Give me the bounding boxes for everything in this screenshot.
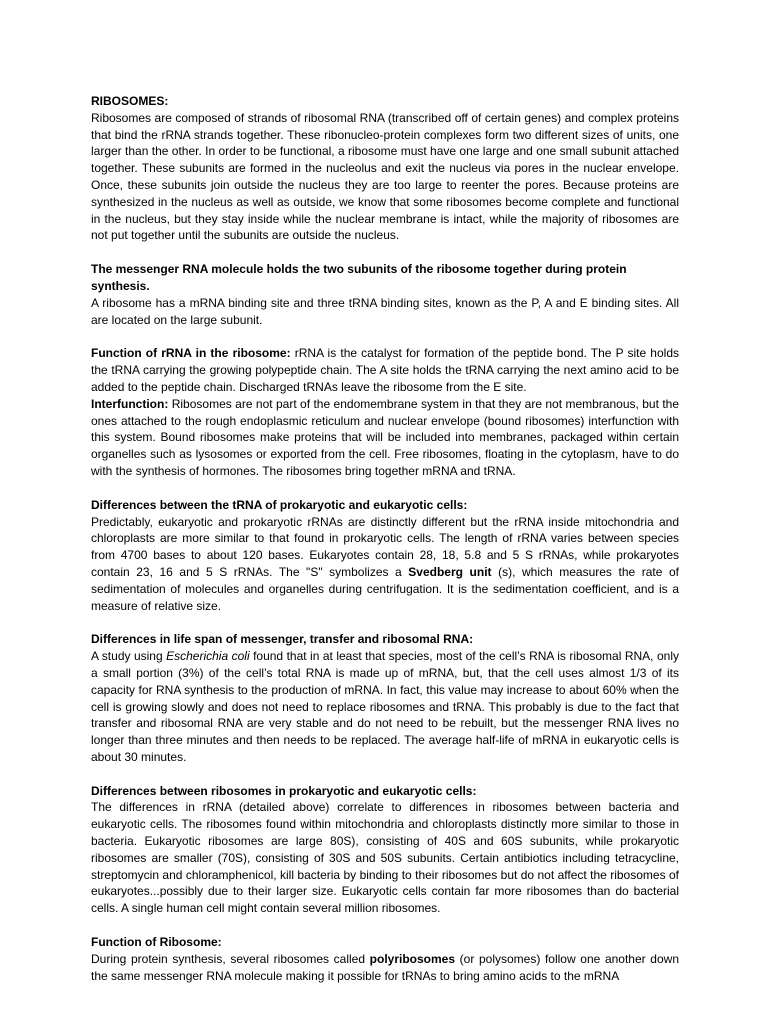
heading-function-ribosome: Function of Ribosome:	[91, 935, 222, 950]
heading-function-rrna: Function of rRNA in the ribosome:	[91, 346, 291, 361]
text-differences-lifespan-before: A study using	[91, 649, 167, 664]
section-function-rrna	[91, 345, 679, 395]
section-messenger-rna	[91, 261, 679, 328]
section-differences-lifespan	[91, 631, 679, 765]
term-polyribosomes: polyribosomes	[369, 951, 456, 966]
heading-differences-lifespan: Differences in life span of messenger, transfer and ribosomal RNA:	[91, 632, 474, 647]
paragraph-differences-lifespan	[91, 648, 679, 766]
section-differences-ribosomes	[91, 783, 679, 917]
paragraph-differences-trna	[91, 514, 679, 615]
heading-differences-ribosomes: Differences between ribosomes in prokaryotic and eukaryotic cells:	[91, 783, 477, 798]
text-interfunction: Ribosomes are not part of the endomembrane system in that they are not membranous, but the ones attached to the rough endoplasmic reticulum and nuclear envelope (bound ribosomes) interfunction with this system. Bound ribosomes make proteins that will be included into membranes, packaged within certain organelles such as lysosomes or exported from the cell. Free ribosomes, floating in the cytoplasm, have to do with the synthesis of hormones. The ribosomes bring together mRNA and tRNA.	[91, 396, 679, 478]
text-function-ribosome-after: (or polysomes) follow one another down the same messenger RNA molecule making it possible for tRNAs to bring amino acids to the mRNA	[91, 951, 679, 983]
text-differences-lifespan-after: found that in at least that species, most of the cell’s RNA is ribosomal RNA, only a small portion (3%) of the cell’s total RNA is made up of mRNA, but, that the cell uses almost 1/3 of its capacity for RNA synthesis to the production of mRNA. In fact, this value may increase to about 60% when the cell is growing slowly and does not need to replace ribosomes and tRNA. This probably is due to the fact that transfer and ribosomal RNA are very stable and do not need to be rebuilt, but the messenger RNA lives no longer than three minutes and then needs to be replaced. The average half-life of mRNA in eukaryotic cells is about 30 minutes.	[91, 649, 679, 764]
heading-messenger-rna: The messenger RNA molecule holds the two subunits of the ribosome together during protein synthesis.	[91, 262, 627, 293]
document-page	[91, 93, 679, 1001]
heading-ribosomes: RIBOSOMES:	[91, 94, 169, 108]
paragraph-messenger-rna: A ribosome has a mRNA binding site and three tRNA binding sites, known as the P, A and E binding sites. All are located on the large subunit.	[91, 295, 679, 327]
heading-interfunction: Interfunction:	[91, 396, 169, 411]
section-differences-trna	[91, 497, 679, 615]
paragraph-function-rrna	[91, 345, 679, 395]
text-differences-trna-after: (s), which measures the rate of sedimentation of molecules and organelles during centrifugation. It is the sedimentation coefficient, and is a measure of relative size.	[91, 564, 679, 613]
paragraph-interfunction	[91, 396, 679, 480]
section-ribosomes	[91, 93, 679, 244]
text-differences-trna-before: Predictably, eukaryotic and prokaryotic rRNAs are distinctly different but the rRNA inside mitochondria and chloroplasts are more similar to that found in prokaryotic cells. The length of rRNA varies between species from 4700 bases to about 120 bases. Eukaryotes contain 28, 18, 5.8 and 5 S rRNAs, while prokaryotes contain 23, 16 and 5 S rRNAs. The "S" symbolizes a	[91, 514, 679, 579]
term-escherichia-coli: Escherichia coli	[166, 649, 250, 664]
section-function-ribosome	[91, 934, 679, 984]
text-function-ribosome-before: During protein synthesis, several ribosomes called	[91, 951, 370, 966]
term-svedberg-unit: Svedberg unit	[408, 564, 492, 579]
paragraph-function-ribosome	[91, 951, 679, 985]
paragraph-ribosomes: Ribosomes are composed of strands of ribosomal RNA (transcribed off of certain genes) and complex proteins that bind the rRNA strands together. These ribonucleo-protein complexes form two different sizes of units, one larger than the other. In order to be functional, a ribosome must have one large and one small subunit attached together. These subunits are formed in the nucleolus and exit the nucleus via pores in the nuclear envelope. Once, these subunits join outside the nucleus they are too large to reenter the pores. Because proteins are synthesized in the nucleus as well as outside, we know that some ribosomes become complete and functional in the nucleus, but they stay inside while the nuclear membrane is intact, while the majority of ribosomes are not put together until the subunits are outside the nucleus.	[91, 110, 679, 243]
heading-differences-trna: Differences between the tRNA of prokaryotic and eukaryotic cells:	[91, 497, 468, 512]
paragraph-differences-ribosomes: The differences in rRNA (detailed above) correlate to differences in ribosomes between bacteria and eukaryotic cells. The ribosomes found within mitochondria and chloroplasts distinctly more similar to those in bacteria. Eukaryotic ribosomes are large 80S), consisting of 40S and 60S subunits, while prokaryotic ribosomes are smaller (70S), consisting of 30S and 50S subunits. Certain antibiotics including tetracycline, streptomycin and chloramphenicol, kill bacteria by binding to their ribosomes but do not affect the ribosomes of eukaryotes...possibly due to their larger size. Eukaryotic cells contain far more ribosomes than do bacterial cells. A single human cell might contain several million ribosomes.	[91, 800, 679, 916]
section-interfunction	[91, 396, 679, 480]
text-function-rrna: rRNA is the catalyst for formation of the peptide bond. The P site holds the tRNA carrying the growing polypeptide chain. The A site holds the tRNA carrying the next amino acid to be added to the peptide chain. Discharged tRNAs leave the ribosome from the E site.	[91, 346, 679, 394]
